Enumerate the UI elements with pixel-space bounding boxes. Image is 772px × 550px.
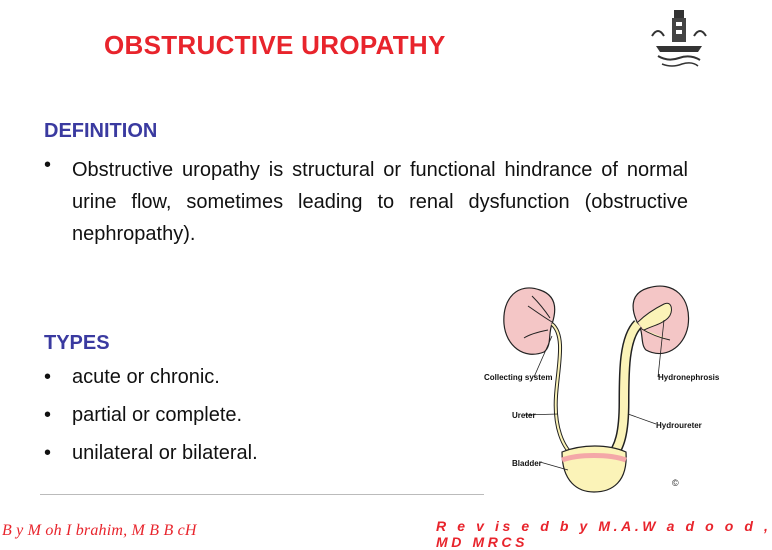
types-list	[44, 366, 444, 480]
bullet-icon: •	[44, 442, 52, 464]
author-footer: B y M oh I brahim, M B B cH	[2, 522, 197, 539]
bladder-shape	[562, 446, 626, 492]
label-hydronephrosis: Hydronephrosis	[658, 373, 720, 382]
label-ureter: Ureter	[512, 411, 536, 420]
list-item-text: acute or chronic.	[72, 366, 220, 388]
list-item-text: partial or complete.	[72, 404, 243, 426]
list-item	[44, 366, 444, 404]
definition-text: Obstructive uropathy is structural or functional hindrance of normal urine flow, sometimes leading to renal dysfunction (obstructive nephropathy).	[72, 159, 688, 245]
bullet-icon: •	[44, 154, 52, 176]
university-logo-icon	[648, 6, 710, 72]
label-hydroureter: Hydroureter	[656, 421, 702, 430]
types-heading: TYPES	[44, 332, 110, 354]
revised-line-1: R e v is e d b y M.A.W a d o o d ,	[436, 518, 772, 534]
revised-line-2: MD MRCS	[436, 534, 529, 550]
footer-divider	[40, 494, 484, 495]
list-item-text: unilateral or bilateral.	[72, 442, 258, 464]
definition-heading: DEFINITION	[44, 120, 158, 142]
list-item	[44, 442, 444, 480]
bullet-icon: •	[44, 366, 52, 388]
label-collecting-system: Collecting system	[484, 373, 553, 382]
list-item	[44, 404, 444, 442]
copyright-symbol: ©	[672, 478, 679, 488]
bullet-icon: •	[44, 404, 52, 426]
urinary-tract-diagram	[478, 276, 720, 496]
left-kidney-shape	[504, 288, 555, 354]
label-bladder: Bladder	[512, 459, 542, 468]
slide-title: OBSTRUCTIVE UROPATHY	[104, 30, 446, 60]
revised-footer	[436, 518, 772, 550]
